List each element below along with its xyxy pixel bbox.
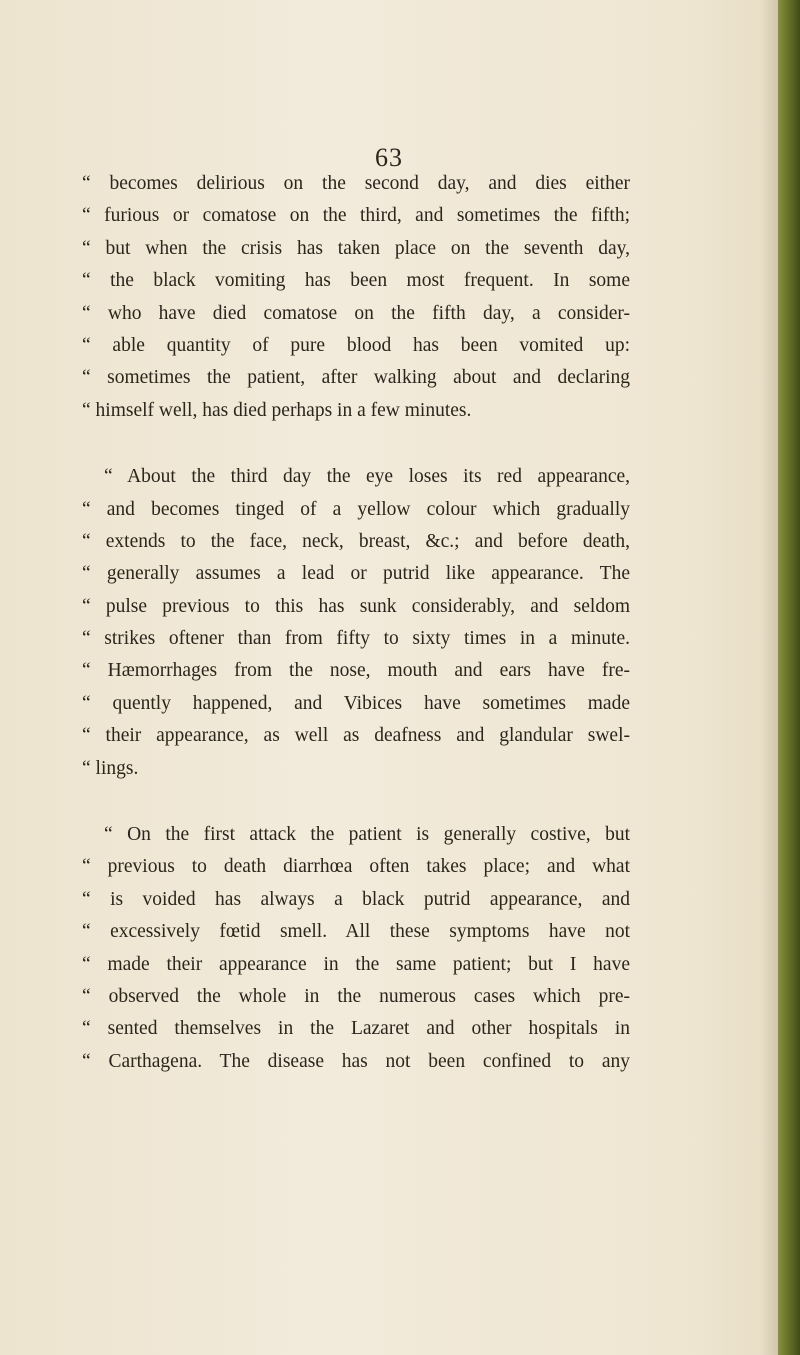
text-line: “ furious or comatose on the third, and sometimes the fifth; bbox=[82, 205, 630, 227]
text-line: “ their appearance, as well as deafness and glandular swel- bbox=[82, 725, 630, 747]
text-line: “ excessively fœtid smell. All these symptoms have not bbox=[82, 921, 630, 943]
text-line: “ observed the whole in the numerous cases which pre- bbox=[82, 985, 630, 1007]
text-line: “ able quantity of pure blood has been vomited up: bbox=[82, 334, 630, 356]
text-line: “ Hæmorrhages from the nose, mouth and ears have fre- bbox=[82, 660, 630, 682]
body-text bbox=[82, 168, 630, 1078]
text-line: “ strikes oftener than from fifty to sixty times in a minute. bbox=[82, 628, 630, 650]
text-line: “ pulse previous to this has sunk considerably, and seldom bbox=[82, 595, 630, 617]
text-line: “ sometimes the patient, after walking about and declaring bbox=[82, 367, 630, 389]
text-line: “ lings. bbox=[82, 757, 139, 779]
paragraph-3 bbox=[82, 819, 630, 1078]
text-line: “ quently happened, and Vibices have sometimes made bbox=[82, 692, 630, 714]
paragraph-1 bbox=[82, 168, 630, 427]
text-line: “ sented themselves in the Lazaret and other hospitals in bbox=[82, 1018, 630, 1040]
paragraph-2 bbox=[82, 461, 630, 785]
text-line: “ himself well, has died perhaps in a few minutes. bbox=[82, 399, 472, 421]
text-line: “ who have died comatose on the fifth day, a consider- bbox=[82, 302, 630, 324]
text-line: “ but when the crisis has taken place on the seventh day, bbox=[82, 237, 630, 259]
binding-edge bbox=[778, 0, 800, 1355]
text-line: “ becomes delirious on the second day, and dies either bbox=[82, 173, 630, 194]
text-line: “ generally assumes a lead or putrid like appearance. The bbox=[82, 563, 630, 585]
text-line: “ About the third day the eye loses its red appearance, bbox=[104, 466, 630, 488]
text-line: “ previous to death diarrhœa often takes place; and what bbox=[82, 856, 630, 878]
text-line: “ made their appearance in the same patient; but I have bbox=[82, 953, 630, 975]
text-line: “ Carthagena. The disease has not been confined to any bbox=[82, 1050, 630, 1072]
text-line: “ On the first attack the patient is generally costive, but bbox=[104, 824, 630, 846]
page-gutter-shadow bbox=[760, 0, 778, 1355]
page-number: 63 bbox=[375, 143, 403, 172]
text-line: “ is voided has always a black putrid appearance, and bbox=[82, 888, 630, 910]
text-line: “ and becomes tinged of a yellow colour which gradually bbox=[82, 498, 630, 520]
text-line: “ extends to the face, neck, breast, &c.; and before death, bbox=[82, 530, 630, 552]
text-line: “ the black vomiting has been most frequent. In some bbox=[82, 270, 630, 292]
